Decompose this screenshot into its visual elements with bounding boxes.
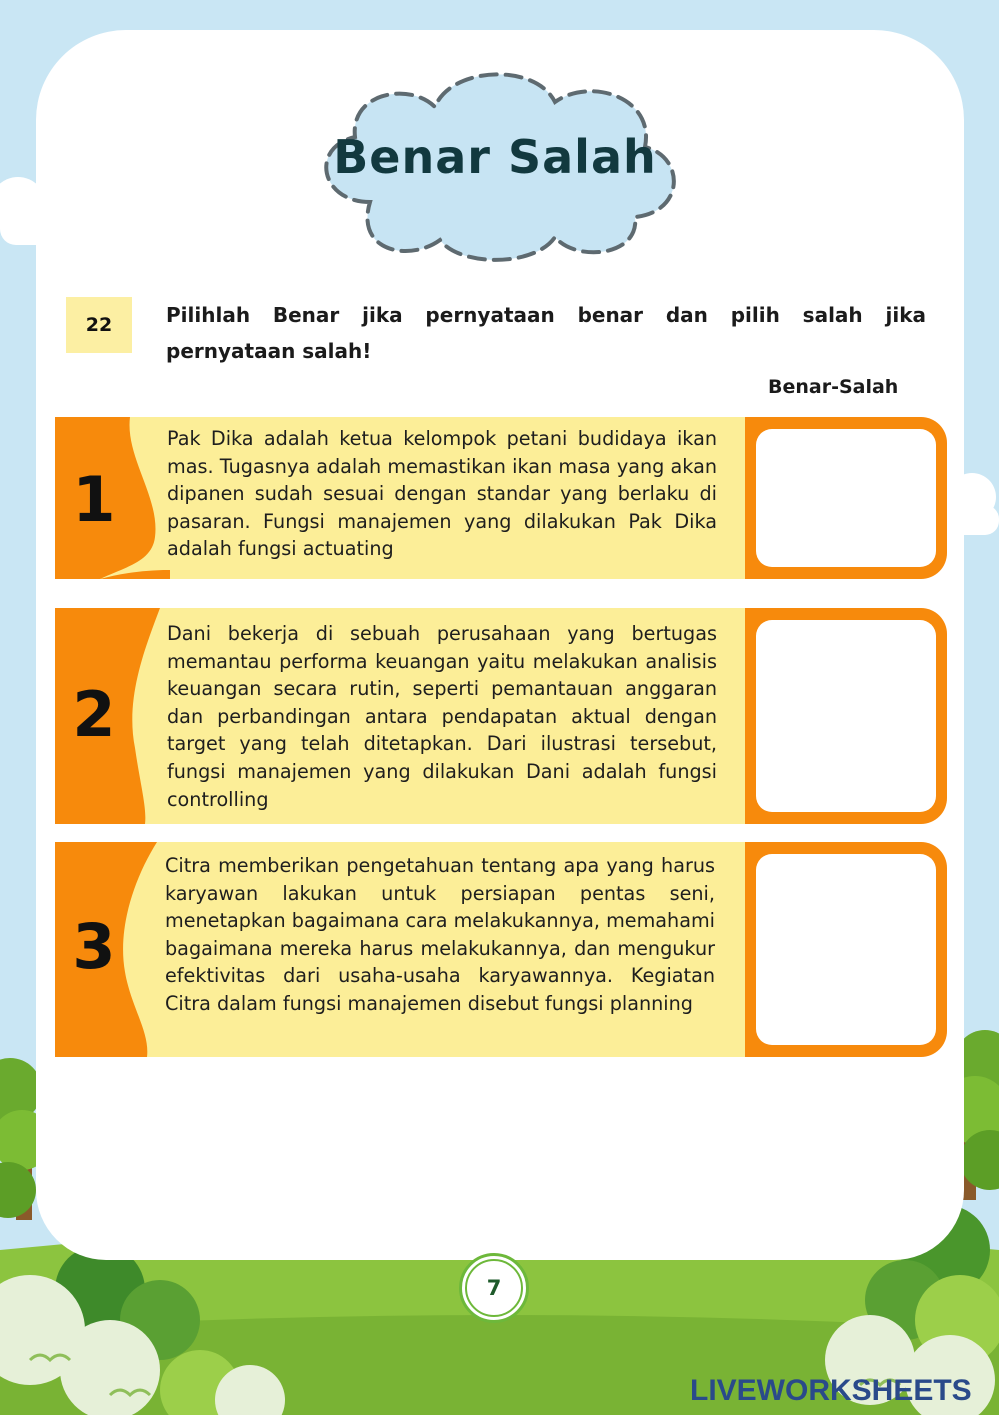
statement-number: 3 (72, 910, 116, 983)
instruction-text: Pilihlah Benar jika pernyataan benar dan pilih salah jika pernyataan salah! (166, 303, 926, 363)
statement-number: 2 (72, 678, 116, 751)
answer-input-1[interactable] (756, 429, 936, 567)
page-number-badge (459, 1253, 529, 1323)
statement-row-3 (55, 842, 947, 1057)
statement-text: Pak Dika adalah ketua kelompok petani budidaya ikan mas. Tugasnya adalah memastikan ikan masa yang akan dipanen sudah sesuai dengan standar yang berlaku di pasaran. Fungsi manajemen yang dilakukan Pak Dika adalah fungsi actuating (167, 427, 717, 561)
page-title: Benar Salah (333, 130, 657, 184)
answer-input-3[interactable] (756, 854, 936, 1045)
page-number: 7 (465, 1259, 523, 1317)
answer-column-header: Benar-Salah (768, 376, 899, 398)
answer-input-2[interactable] (756, 620, 936, 812)
question-number: 22 (85, 314, 113, 336)
liveworksheets-brand[interactable] (690, 1373, 972, 1409)
statement-row-2 (55, 608, 947, 824)
brand-name: LIVEWORKSHEETS (690, 1374, 972, 1407)
statement-number: 1 (72, 463, 116, 536)
statement-row-1 (55, 417, 947, 579)
question-number-badge (66, 297, 132, 353)
statement-text: Citra memberikan pengetahuan tentang apa yang harus karyawan lakukan untuk persiapan pentas seni, menetapkan bagaimana cara melakukannya, memahami bagaimana mereka harus melakukannya, dan mengukur efektivitas dari usaha-usaha karyawannya. Kegiatan Citra dalam fungsi manajemen disebut fungsi planning (165, 854, 715, 1015)
statement-text: Dani bekerja di sebuah perusahaan yang bertugas memantau performa keuangan yaitu melakukan analisis keuangan secara rutin, seperti pemantauan anggaran dan perbandingan antara pendapatan aktual dengan target yang telah ditetapkan. Dari ilustrasi tersebut, fungsi manajemen yang dilakukan Dani adalah fungsi controlling (167, 622, 717, 811)
